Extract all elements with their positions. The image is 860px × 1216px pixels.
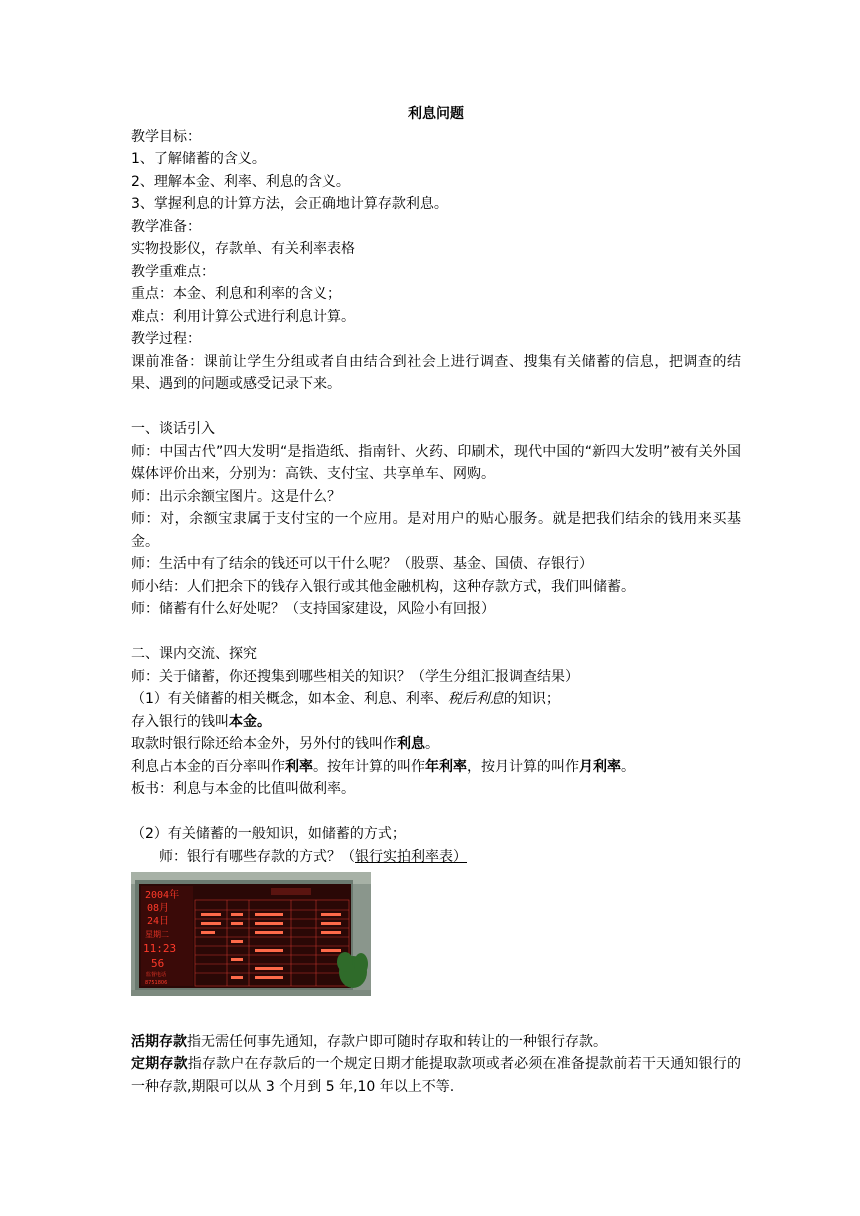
document-body: [131, 103, 741, 1098]
rate-board-link: 银行实拍利率表）: [355, 848, 467, 865]
svg-text:08月: 08月: [147, 903, 170, 914]
svg-text:8751806: 8751806: [145, 980, 168, 986]
goals-heading: 教学目标：: [131, 128, 201, 145]
section1-line: 师：对，余额宝隶属于支付宝的一个应用。是对用户的贴心服务。就是把我们结余的钱用来买基金。: [131, 511, 741, 550]
demand-deposit-definition: 活期存款指无需任何事先通知，存款户即可随时存取和转让的一种银行存款。: [131, 1033, 607, 1050]
section1-line: 师：储蓄有什么好处呢？（支持国家建设，风险小有回报）: [131, 601, 495, 617]
ways-question: 师：银行有哪些存款的方式？（银行实拍利率表）: [159, 848, 467, 865]
svg-text:监督电话: 监督电话: [146, 972, 167, 978]
fixed-deposit-definition: 定期存款指存款户在存款后的一个规定日期才能提取款项或者必须在准备提款前若干天通知银行的一种存款,期限可以从 3 个月到 5 年,10 年以上不等.: [131, 1056, 742, 1095]
section1-line: 师：生活中有了结余的钱还可以干什么呢？（股票、基金、国债、存银行）: [131, 556, 593, 572]
svg-text:11:23: 11:23: [143, 942, 177, 955]
svg-text:星期二: 星期二: [145, 930, 169, 939]
section2-heading: 二、课内交流、探究: [131, 646, 257, 662]
concepts-line: （1）有关储蓄的相关概念，如本金、利息、利率、税后利息的知识；: [131, 691, 560, 707]
difficult-point: 难点：利用计算公式进行利息计算。: [131, 308, 355, 325]
goal-item: 3、掌握利息的计算方法，会正确地计算存款利息。: [131, 196, 448, 212]
section1-line: 师小结：人们把余下的钱存入银行或其他金融机构，这种存款方式，我们叫储蓄。: [131, 578, 635, 595]
section1-line: 师：中国古代”四大发明“是指造纸、指南针、火药、印刷术，现代中国的“新四大发明”被有关外国媒体评价出来，分别为：高铁、支付宝、共享单车、网购。: [131, 443, 741, 482]
svg-text:56: 56: [151, 957, 165, 970]
goal-item: 2、理解本金、利率、利息的含义。: [131, 173, 350, 190]
general-knowledge-line: （2）有关储蓄的一般知识，如储蓄的方式；: [131, 826, 406, 842]
process-heading: 教学过程：: [131, 331, 201, 347]
rate-definition: 利息占本金的百分率叫作利率。按年计算的叫作年利率，按月计算的叫作月利率。: [131, 758, 635, 775]
principal-definition: 存入银行的钱叫本金。: [131, 713, 271, 730]
section1-heading: 一、谈话引入: [131, 421, 215, 437]
page-title: 利息问题: [408, 106, 464, 122]
interest-definition: 取款时银行除还给本金外，另外付的钱叫作利息。: [131, 736, 439, 752]
key-point: 重点：本金、利息和利率的含义；: [131, 286, 341, 302]
prep-heading: 教学准备：: [131, 218, 201, 235]
keypoints-heading: 教学重难点：: [131, 263, 215, 280]
goal-item: 1、了解储蓄的含义。: [131, 151, 266, 167]
svg-text:24日: 24日: [147, 916, 170, 927]
board-note: 板书：利息与本金的比值叫做利率。: [131, 781, 355, 797]
svg-text:2004年: 2004年: [145, 890, 180, 901]
section1-line: 师：出示余额宝图片。这是什么？: [131, 488, 341, 505]
prep-text: 实物投影仪，存款单、有关利率表格: [131, 241, 355, 257]
pre-class-text: 课前准备：课前让学生分组或者自由结合到社会上进行调查、搜集有关储蓄的信息，把调查的结果、遇到的问题或感受记录下来。: [131, 353, 741, 392]
bank-rate-board-photo: [131, 872, 371, 996]
section2-question: 师：关于储蓄，你还搜集到哪些相关的知识？（学生分组汇报调查结果）: [131, 668, 579, 685]
